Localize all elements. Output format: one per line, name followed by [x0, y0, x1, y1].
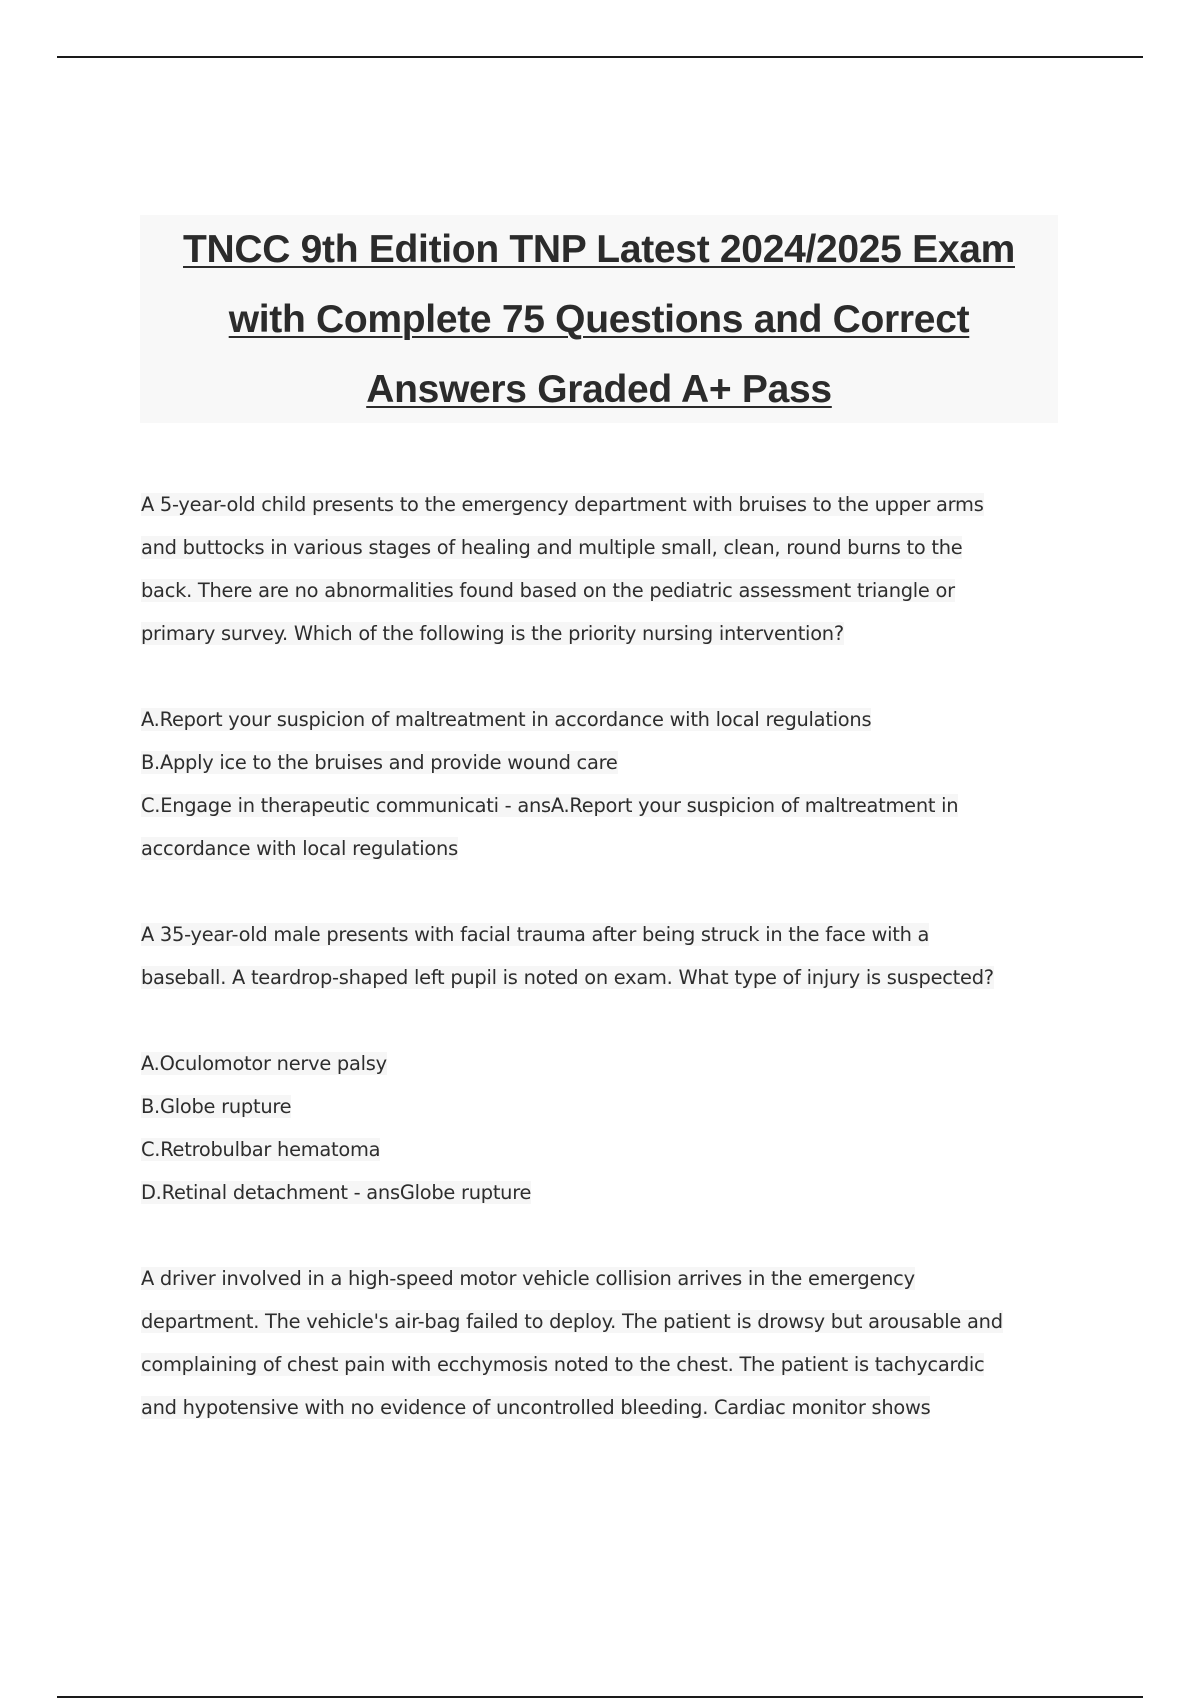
- question-2: [141, 913, 1081, 1214]
- title-line-2: with Complete 75 Questions and Correct: [228, 298, 970, 341]
- question-1-stem-line: primary survey. Which of the following is the priority nursing intervention?: [141, 622, 844, 645]
- question-1-stem-line: A 5-year-old child presents to the emergency department with bruises to the upper arms: [141, 493, 984, 516]
- title-line-1: TNCC 9th Edition TNP Latest 2024/2025 Exam: [183, 228, 1015, 271]
- question-1-stem-line: back. There are no abnormalities found based on the pediatric assessment triangle or: [141, 579, 955, 602]
- question-2-option: C.Retrobulbar hematoma: [141, 1138, 381, 1161]
- question-3-stem-line: and hypotensive with no evidence of uncontrolled bleeding. Cardiac monitor shows: [141, 1396, 931, 1419]
- header-rule: [57, 56, 1143, 58]
- question-3-stem-line: A driver involved in a high-speed motor vehicle collision arrives in the emergency: [141, 1267, 915, 1290]
- title-line-3: Answers Graded A+ Pass: [366, 368, 832, 411]
- question-1-stem-line: and buttocks in various stages of healing and multiple small, clean, round burns to the: [141, 536, 963, 559]
- question-3-stem-line: complaining of chest pain with ecchymosis noted to the chest. The patient is tachycardic: [141, 1353, 985, 1376]
- question-2-stem-line: A 35-year-old male presents with facial trauma after being struck in the face with a: [141, 923, 930, 946]
- question-1-option: A.Report your suspicion of maltreatment in accordance with local regulations: [141, 708, 872, 731]
- document-title: [140, 215, 1058, 423]
- document-body: [141, 483, 1081, 1429]
- question-1-option: C.Engage in therapeutic communicati - ansA.Report your suspicion of maltreatment in: [141, 794, 959, 817]
- question-2-option: A.Oculomotor nerve palsy: [141, 1052, 387, 1075]
- question-1-option: accordance with local regulations: [141, 837, 458, 860]
- question-2-option: D.Retinal detachment - ansGlobe rupture: [141, 1181, 532, 1204]
- question-3-stem-line: department. The vehicle's air-bag failed to deploy. The patient is drowsy but arousable and: [141, 1310, 1003, 1333]
- question-1: [141, 483, 1081, 870]
- question-1-option: B.Apply ice to the bruises and provide wound care: [141, 751, 618, 774]
- question-3: [141, 1257, 1081, 1429]
- question-2-option: B.Globe rupture: [141, 1095, 292, 1118]
- question-2-stem-line: baseball. A teardrop-shaped left pupil is noted on exam. What type of injury is suspected?: [141, 966, 994, 989]
- footer-rule: [57, 1696, 1143, 1698]
